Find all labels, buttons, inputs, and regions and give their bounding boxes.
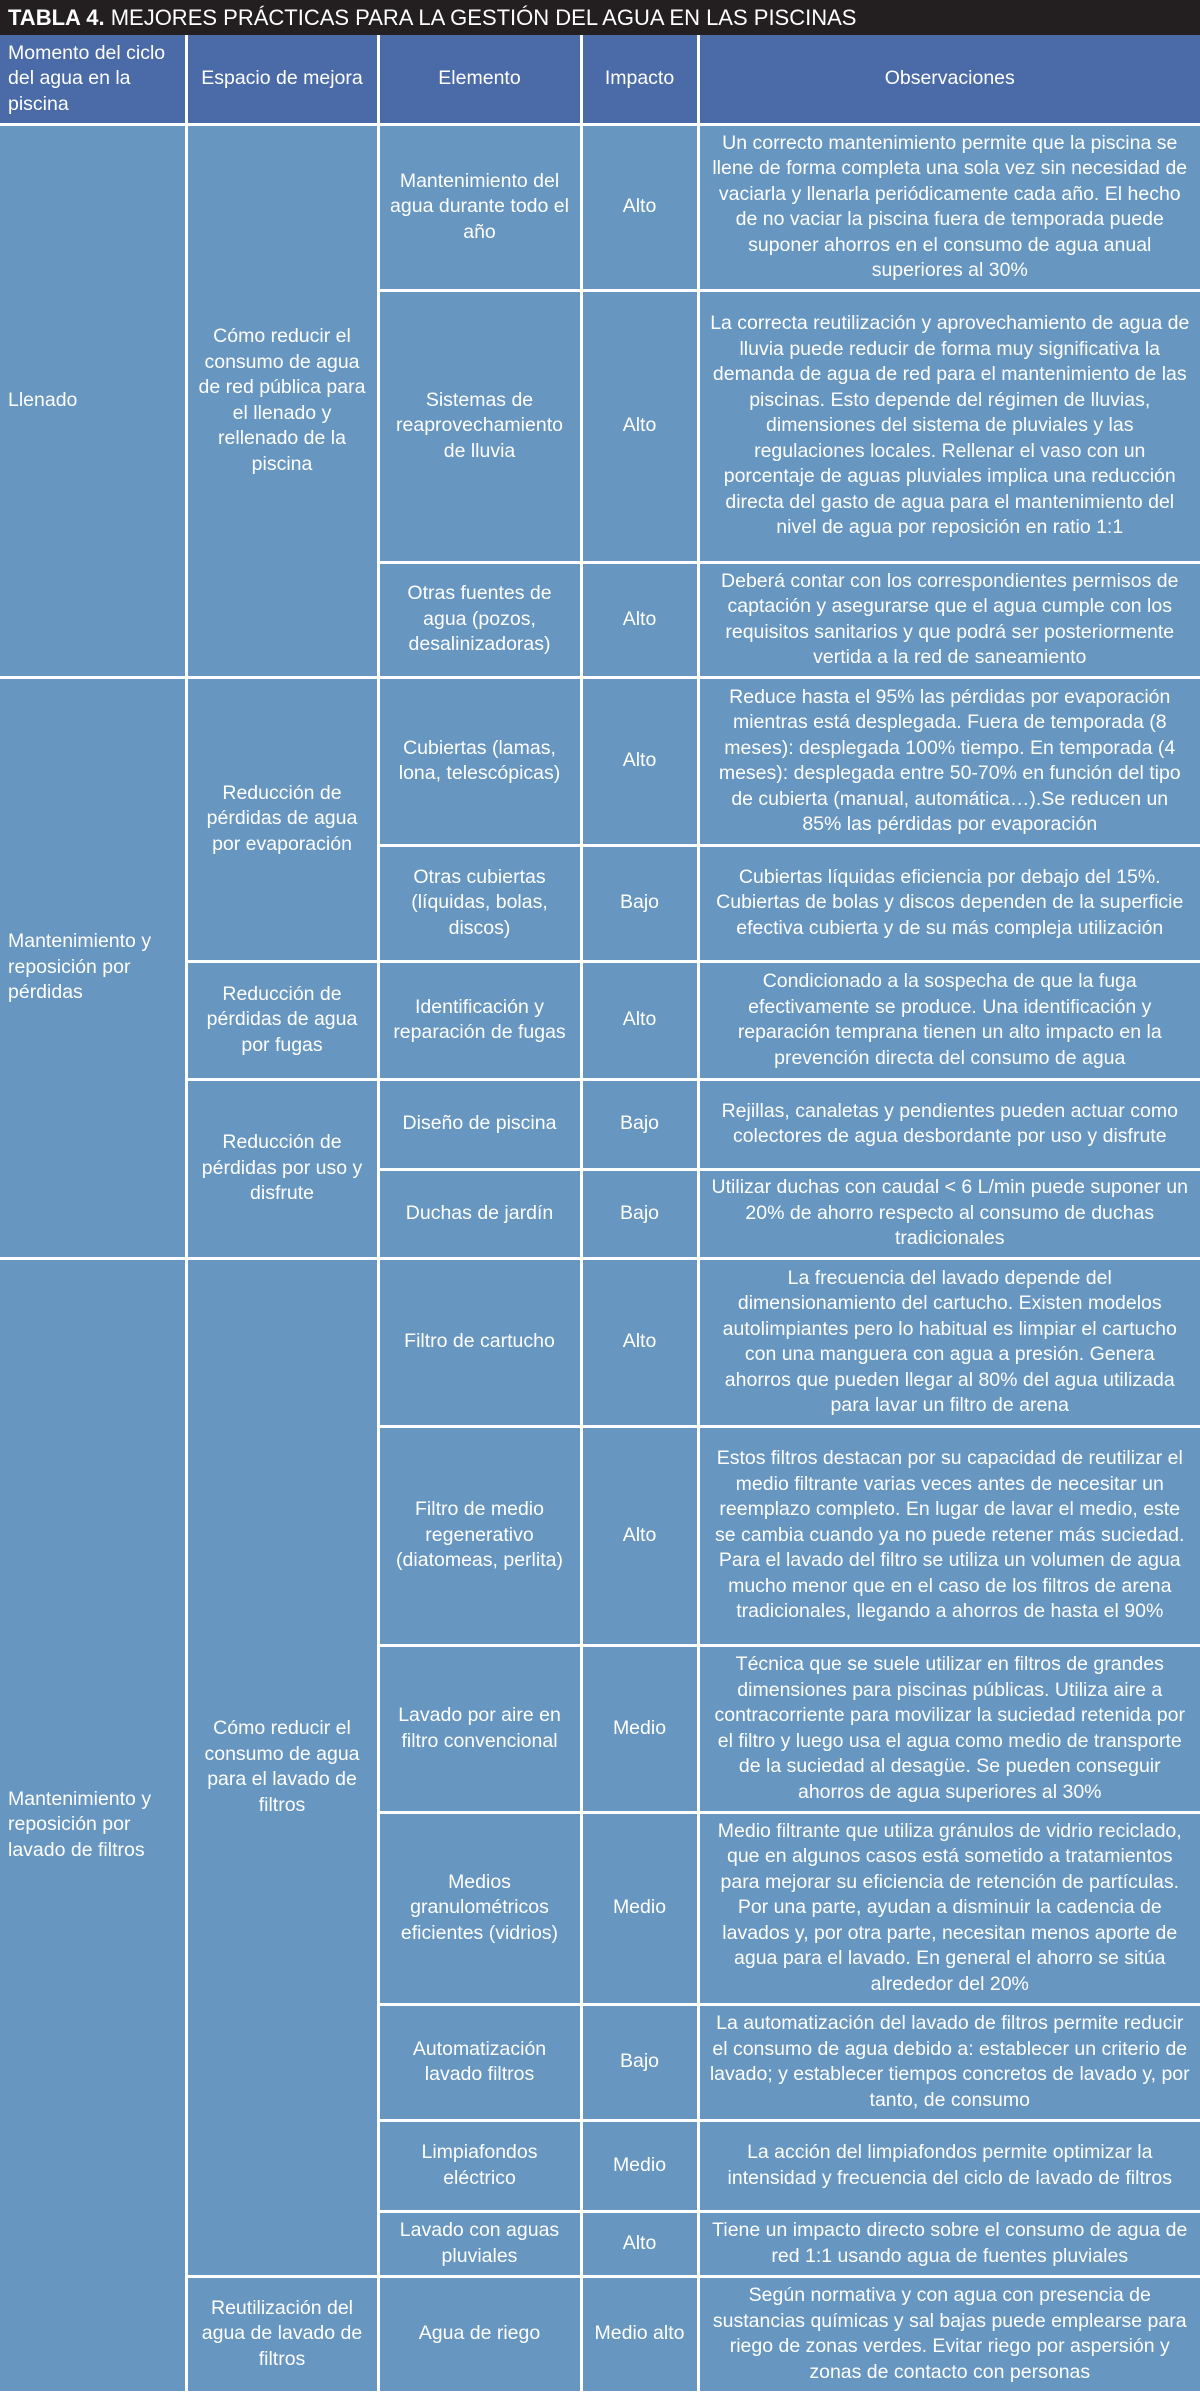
table-title bbox=[0, 0, 1200, 35]
elemento-cell: Cubiertas (lamas, lona, telescópicas) bbox=[378, 677, 581, 845]
impacto-cell: Alto bbox=[581, 677, 698, 845]
observaciones-cell: Condicionado a la sospecha de que la fuga efectivamente se produce. Una identificación y reparación temprana tienen un alto impacto en la prevención directa del consumo de agua bbox=[698, 961, 1200, 1079]
elemento-cell: Identificación y reparación de fugas bbox=[378, 961, 581, 1079]
observaciones-cell: Utilizar duchas con caudal < 6 L/min puede suponer un 20% de ahorro respecto al consumo de duchas tradicionales bbox=[698, 1169, 1200, 1258]
elemento-cell: Duchas de jardín bbox=[378, 1169, 581, 1258]
observaciones-cell: La correcta reutilización y aprovechamiento de agua de lluvia puede reducir de forma muy significativa la demanda de agua de red para el mantenimiento de las piscinas. Esto depende del régimen de lluvias, dimensiones del sistema de pluviales y las regulaciones locales. Rellenar el vaso con un porcentaje de aguas pluviales implica una reducción directa del gasto de agua para el mantenimiento del nivel de agua por reposición en ratio 1:1 bbox=[698, 290, 1200, 562]
elemento-cell: Sistemas de reaprovechamiento de lluvia bbox=[378, 290, 581, 562]
water-practices-table bbox=[0, 35, 1200, 2394]
observaciones-cell: Medio filtrante que utiliza gránulos de vidrio reciclado, que en algunos casos está sometido a tratamientos para mejorar su eficiencia de retención de partículas. Por una parte, ayudan a disminuir la cadencia de lavados y, por otra parte, necesitan menos aporte de agua para el lavado. En general el ahorro se sitúa alrededor del 20% bbox=[698, 1812, 1200, 2004]
elemento-cell: Lavado por aire en filtro convencional bbox=[378, 1645, 581, 1812]
impacto-cell: Medio bbox=[581, 2120, 698, 2211]
impacto-cell: Alto bbox=[581, 2211, 698, 2276]
elemento-cell: Automatización lavado filtros bbox=[378, 2004, 581, 2120]
impacto-cell: Medio bbox=[581, 1812, 698, 2004]
elemento-cell: Diseño de piscina bbox=[378, 1079, 581, 1169]
impacto-cell: Alto bbox=[581, 290, 698, 562]
espacio-red-publica: Cómo reducir el consumo de agua de red pública para el llenado y rellenado de la piscina bbox=[186, 124, 378, 677]
header-observaciones: Observaciones bbox=[698, 35, 1200, 124]
group-llenado: Llenado bbox=[0, 124, 186, 677]
observaciones-cell: Según normativa y con agua con presencia de sustancias químicas y sal bajas puede emplearse para riego de zonas verdes. Evitar riego por aspersión y zonas de contacto con personas bbox=[698, 2276, 1200, 2392]
espacio-reutilizacion: Reutilización del agua de lavado de filtros bbox=[186, 2276, 378, 2392]
impacto-cell: Alto bbox=[581, 961, 698, 1079]
impacto-cell: Bajo bbox=[581, 1169, 698, 1258]
elemento-cell: Limpiafondos eléctrico bbox=[378, 2120, 581, 2211]
header-elemento: Elemento bbox=[378, 35, 581, 124]
header-momento: Momento del ciclo del agua en la piscina bbox=[0, 35, 186, 124]
elemento-cell: Filtro de medio regenerativo (diatomeas, perlita) bbox=[378, 1426, 581, 1645]
elemento-cell: Otras cubiertas (líquidas, bolas, discos) bbox=[378, 845, 581, 961]
header-row bbox=[0, 35, 1200, 124]
espacio-fugas: Reducción de pérdidas de agua por fugas bbox=[186, 961, 378, 1079]
observaciones-cell: Un correcto mantenimiento permite que la piscina se llene de forma completa una sola vez sin necesidad de vaciarla y llenarla periódicamente cada año. El hecho de no vaciar la piscina fuera de temporada puede suponer ahorros en el consumo de agua anual superiores al 30% bbox=[698, 124, 1200, 290]
observaciones-cell: Estos filtros destacan por su capacidad de reutilizar el medio filtrante varias veces antes de necesitar un reemplazo completo. En lugar de lavar el medio, este se cambia cuando ya no puede retener más suciedad. Para el lavado del filtro se utiliza un volumen de agua mucho menor que en el caso de los filtros de arena tradicionales, llegando a ahorros de hasta el 90% bbox=[698, 1426, 1200, 1645]
table-number: TABLA 4. bbox=[8, 5, 105, 30]
group-mant-filtros: Mantenimiento y reposición por lavado de filtros bbox=[0, 1258, 186, 2392]
impacto-cell: Medio alto bbox=[581, 2276, 698, 2392]
espacio-evaporacion: Reducción de pérdidas de agua por evaporación bbox=[186, 677, 378, 961]
espacio-lavado: Cómo reducir el consumo de agua para el lavado de filtros bbox=[186, 1258, 378, 2276]
impacto-cell: Alto bbox=[581, 1426, 698, 1645]
observaciones-cell: La frecuencia del lavado depende del dimensionamiento del cartucho. Existen modelos autolimpiantes pero lo habitual es limpiar el cartucho con una manguera con agua a presión. Genera ahorros que pueden llegar al 80% del agua utilizada para lavar un filtro de arena bbox=[698, 1258, 1200, 1426]
impacto-cell: Bajo bbox=[581, 1079, 698, 1169]
elemento-cell: Lavado con aguas pluviales bbox=[378, 2211, 581, 2276]
impacto-cell: Alto bbox=[581, 1258, 698, 1426]
group-mant-perdidas: Mantenimiento y reposición por pérdidas bbox=[0, 677, 186, 1258]
observaciones-cell: Técnica que se suele utilizar en filtros de grandes dimensiones para piscinas públicas. Utiliza aire a contracorriente para movilizar la suciedad retenida por el filtro y luego usa el agua como medio de transporte de la suciedad al desagüe. Se pueden conseguir ahorros de agua superiores al 30% bbox=[698, 1645, 1200, 1812]
elemento-cell: Medios granulométricos eficientes (vidrios) bbox=[378, 1812, 581, 2004]
elemento-cell: Otras fuentes de agua (pozos, desalinizadoras) bbox=[378, 562, 581, 677]
observaciones-cell: Reduce hasta el 95% las pérdidas por evaporación mientras está desplegada. Fuera de temporada (8 meses): desplegada 100% tiempo. En temporada (4 meses): desplegada entre 50-70% en función del tipo de cubierta (manual, automática…).Se reducen un 85% las pérdidas por evaporación bbox=[698, 677, 1200, 845]
table-title-text: MEJORES PRÁCTICAS PARA LA GESTIÓN DEL AGUA EN LAS PISCINAS bbox=[110, 5, 857, 30]
espacio-uso: Reducción de pérdidas por uso y disfrute bbox=[186, 1079, 378, 1258]
observaciones-cell: Tiene un impacto directo sobre el consumo de agua de red 1:1 usando agua de fuentes pluviales bbox=[698, 2211, 1200, 2276]
observaciones-cell: La automatización del lavado de filtros permite reducir el consumo de agua debido a: establecer un criterio de lavado; y establecer tiempos concretos de lavado y, por tanto, de consumo bbox=[698, 2004, 1200, 2120]
impacto-cell: Alto bbox=[581, 124, 698, 290]
impacto-cell: Bajo bbox=[581, 845, 698, 961]
observaciones-cell: Rejillas, canaletas y pendientes pueden actuar como colectores de agua desbordante por uso y disfrute bbox=[698, 1079, 1200, 1169]
impacto-cell: Medio bbox=[581, 1645, 698, 1812]
table-row bbox=[0, 677, 1200, 845]
elemento-cell: Filtro de cartucho bbox=[378, 1258, 581, 1426]
elemento-cell: Mantenimiento del agua durante todo el año bbox=[378, 124, 581, 290]
observaciones-cell: Deberá contar con los correspondientes permisos de captación y asegurarse que el agua cumple con los requisitos sanitarios y que podrá ser posteriormente vertida a la red de saneamiento bbox=[698, 562, 1200, 677]
header-espacio: Espacio de mejora bbox=[186, 35, 378, 124]
observaciones-cell: La acción del limpiafondos permite optimizar la intensidad y frecuencia del ciclo de lavado de filtros bbox=[698, 2120, 1200, 2211]
observaciones-cell: Cubiertas líquidas eficiencia por debajo del 15%. Cubiertas de bolas y discos dependen de la superficie efectiva cubierta y de su más compleja utilización bbox=[698, 845, 1200, 961]
table-row bbox=[0, 1258, 1200, 1426]
table-row bbox=[0, 124, 1200, 290]
elemento-cell: Agua de riego bbox=[378, 2276, 581, 2392]
header-impacto: Impacto bbox=[581, 35, 698, 124]
impacto-cell: Alto bbox=[581, 562, 698, 677]
impacto-cell: Bajo bbox=[581, 2004, 698, 2120]
